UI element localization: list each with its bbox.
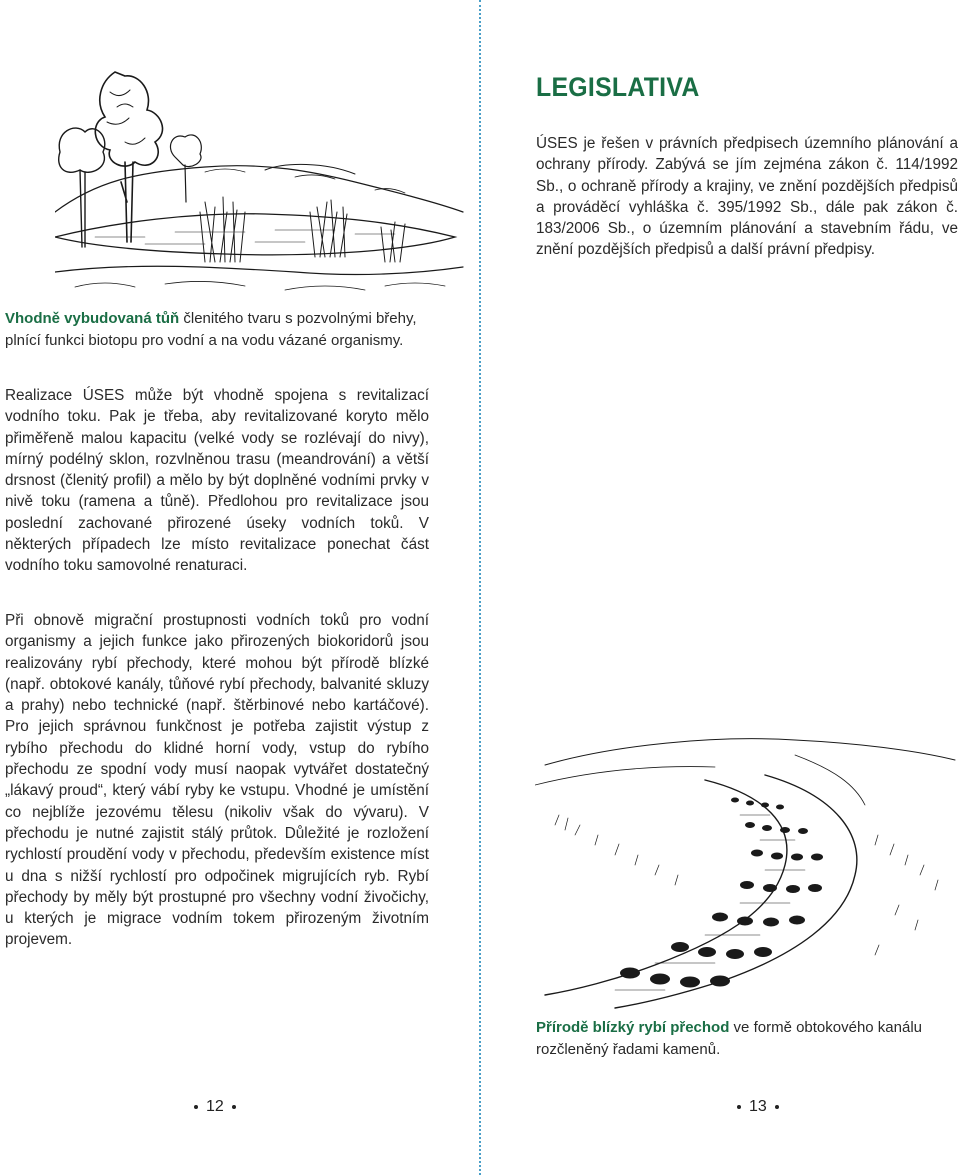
fish-pass-illustration [535,725,960,1010]
page-number-left-value: 12 [206,1098,224,1115]
bullet-icon [737,1105,741,1109]
pond-illustration [55,62,465,302]
page-number-right [729,1098,787,1116]
page-divider [479,0,481,1175]
migration-paragraph: Při obnově migrační prostupnosti vodních toků pro vodní organismy a jejich funkce jako přirozených biokoridorů jsou realizovány rybí přechody, které mohou být přírodě blízké (např. obtokové kanály, tůňové rybí přechody, balvanité skluzy a prahy) nebo technické (např. štěrbinové nebo kartáčové). Pro jejich správnou funkčnost je potřeba zajistit výstup z rybího přechodu do klidné horní vody, vstup do rybího přechodu ze spodní vody musí naopak vytvářet dostatečný „lákavý proud“, který vábí ryby ke vstupu. Vhodné je umístění co nejblíže jezovému tělesu (nikoliv však do vývaru). V přechodu je nutné zajistit stálý průtok. Důležité je rozložení rychlostí proudění vody v přechodu, především existence míst u dna s nižší rychlostí pro odpočinek migrujících ryb. Rybí přechody by měly být prostupné pro všechny vodní živočichy, u kterých je migrace vodním tokem přirozeným životním projevem. [5,612,429,949]
fish-pass-caption [536,1017,958,1061]
bullet-icon [232,1105,236,1109]
legislation-paragraph: ÚSES je řešen v právních předpisech územního plánování a ochrany přírody. Zabývá se jím zejména zákon č. 114/1992 Sb., o ochraně přírody a krajiny, ve znění pozdějších předpisů a prováděcí vyhláška č. 395/1992 Sb., dále pak zákon č. 183/2006 Sb., o územním plánování a stavebním řádu, ve znění pozdějších předpisů a další právní předpisy. [536,135,958,259]
pond-caption-lead: Vhodně vybudovaná tůň [5,310,180,327]
fish-pass-caption-text: ve formě obtokového kanálu rozčleněný řadami kamenů. [536,1019,923,1058]
bullet-icon [194,1105,198,1109]
fish-pass-caption-lead: Přírodě blízký rybí přechod [536,1019,730,1036]
page-number-left [186,1098,244,1116]
revitalization-paragraph: Realizace ÚSES může být vhodně spojena s revitalizací vodního toku. Pak je třeba, aby revitalizované koryto mělo přiměřeně malou kapacitu (velké vody se rozlévají do nivy), mírný podélný sklon, rozvlněnou trasu (meandrování) a větší drsnost (členitý profil) a mělo by být doplněné vodními prvky v nivě toku (ramena a tůně). Předlohou pro revitalizace jsou poslední zachované přirozené úseky vodních toků. V některých případech lze místo revitalizace ponechat část vodního toku samovolné renaturaci. [5,387,429,575]
pond-caption [5,308,425,352]
bullet-icon [775,1105,779,1109]
page-number-right-value: 13 [749,1098,767,1115]
pond-caption-text: členitého tvaru s pozvolnými břehy, plnící funkci biotopu pro vodní a na vodu vázané organismy. [5,310,417,349]
section-heading: LEGISLATIVA [536,72,700,102]
